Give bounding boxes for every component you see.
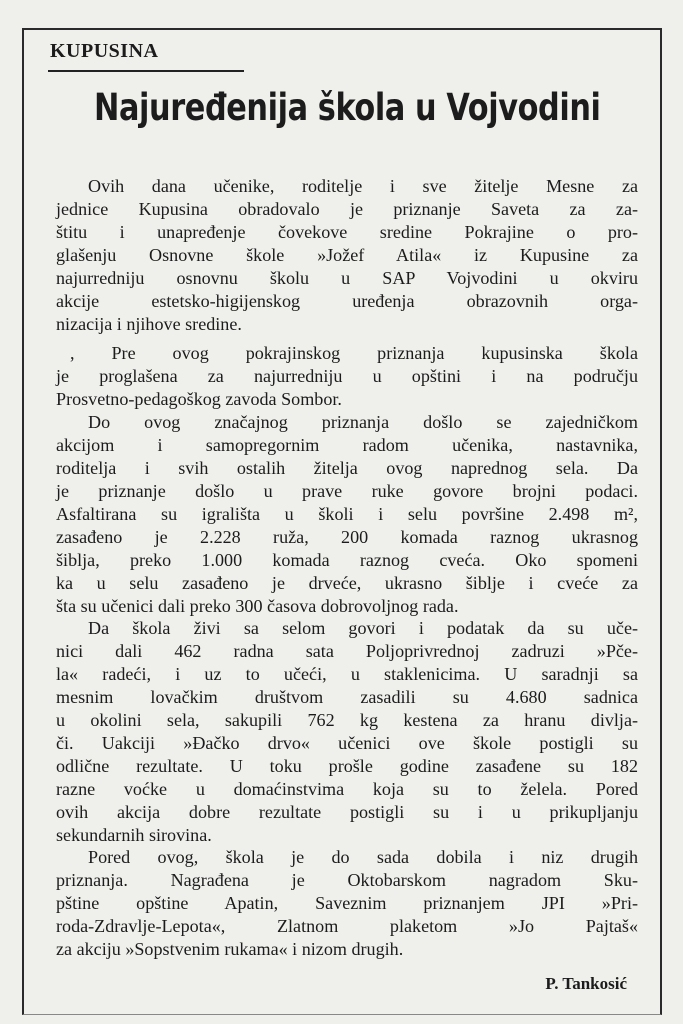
- paragraph-line: Prosvetno-pedagoškog zavoda Sombor.: [56, 389, 342, 409]
- paragraph-line: ovih akcija dobre rezultate postigli su i u prikupljanju: [56, 802, 638, 822]
- paragraph-line: roditelja i svih ostalih žitelja ovog naprednog sela. Da: [56, 458, 638, 478]
- paragraph-line: Da škola živi sa selom govori i podatak da su uče-: [88, 618, 638, 638]
- paragraph-line: štitu i unapređenje čovekove sredine Pokrajine o pro-: [56, 222, 638, 242]
- paragraph-line: ka u selu zasađeno je drveće, ukrasno šiblje i cveće za: [56, 573, 638, 593]
- paragraph-line: šta su učenici dali preko 300 časova dobrovoljnog rada.: [56, 596, 459, 616]
- author-signature: P. Tankosić: [545, 974, 627, 993]
- paragraph-line: je proglašena za najurredniju u opštini i na području: [56, 366, 638, 386]
- paragraph-line: odlične rezultate. U toku prošle godine zasađene su 182: [56, 756, 638, 776]
- paragraph-line: zasađeno je 2.228 ruža, 200 komada raznog ukrasnog: [56, 527, 638, 547]
- article-paragraph: [56, 342, 638, 411]
- paragraph-line: , Pre ovog pokrajinskog priznanja kupusinska škola: [70, 343, 638, 363]
- paragraph-line: glašenju Osnovne škole »Jožef Atila« iz Kupusine za: [56, 245, 638, 265]
- article-paragraph: [56, 617, 638, 847]
- paragraph-line: nici dali 462 radna sata Poljoprivrednoj zadruzi »Pče-: [56, 641, 638, 661]
- paragraph-line: či. Uakciji »Đačko drvo« učenici ove škole postigli su: [56, 733, 638, 753]
- paragraph-line: priznanja. Nagrađena je Oktobarskom nagradom Sku-: [56, 870, 638, 890]
- paragraph-line: u okolini sela, sakupili 762 kg kestena za hranu divlja-: [56, 710, 638, 730]
- paragraph-line: nizacija i njihove sredine.: [56, 314, 242, 334]
- paragraph-line: Ovih dana učenike, roditelje i sve žitelje Mesne za: [88, 176, 638, 196]
- paragraph-line: akcije estetsko-higijenskog uređenja obrazovnih orga-: [56, 291, 638, 311]
- paragraph-line: Pored ovog, škola je do sada dobila i niz drugih: [88, 847, 638, 867]
- paragraph-line: la« radeći, i uz to učeći, u staklenicima. U saradnji sa: [56, 664, 638, 684]
- rubric-label: KUPUSINA: [50, 40, 159, 62]
- article-headline: Najuređenija škola u Vojvodini: [94, 86, 601, 129]
- article-paragraph: [56, 846, 638, 961]
- paragraph-line: razne voćke u domaćinstvima koja su to želela. Pored: [56, 779, 638, 799]
- paragraph-line: pštine opštine Apatin, Saveznim priznanjem JPI »Pri-: [56, 893, 638, 913]
- paragraph-line: Asfaltirana su igrališta u školi i selu površine 2.498 m²,: [56, 504, 638, 524]
- article-paragraph: [56, 411, 638, 618]
- paragraph-line: jednice Kupusina obradovalo je priznanje Saveta za za-: [56, 199, 638, 219]
- paragraph-line: akcijom i samopregornim radom učenika, nastavnika,: [56, 435, 638, 455]
- paragraph-line: sekundarnih sirovina.: [56, 825, 212, 845]
- paragraph-line: za akciju »Sopstvenim rukama« i nizom drugih.: [56, 939, 404, 959]
- paragraph-line: roda-Zdravlje-Lepota«, Zlatnom plaketom »Jo Pajtaš«: [56, 916, 638, 936]
- article-paragraph: [56, 175, 638, 336]
- paragraph-line: šiblja, preko 1.000 komada raznog cveća. Oko spomeni: [56, 550, 638, 570]
- rubric-underline: [48, 70, 244, 72]
- paragraph-line: Do ovog značajnog priznanja došlo se zajedničkom: [88, 412, 638, 432]
- paragraph-line: mesnim lovačkim društvom zasadili su 4.680 sadnica: [56, 687, 638, 707]
- paragraph-line: najurredniju osnovnu školu u SAP Vojvodini u okviru: [56, 268, 638, 288]
- paragraph-line: je priznanje došlo u prave ruke govore brojni podaci.: [56, 481, 638, 501]
